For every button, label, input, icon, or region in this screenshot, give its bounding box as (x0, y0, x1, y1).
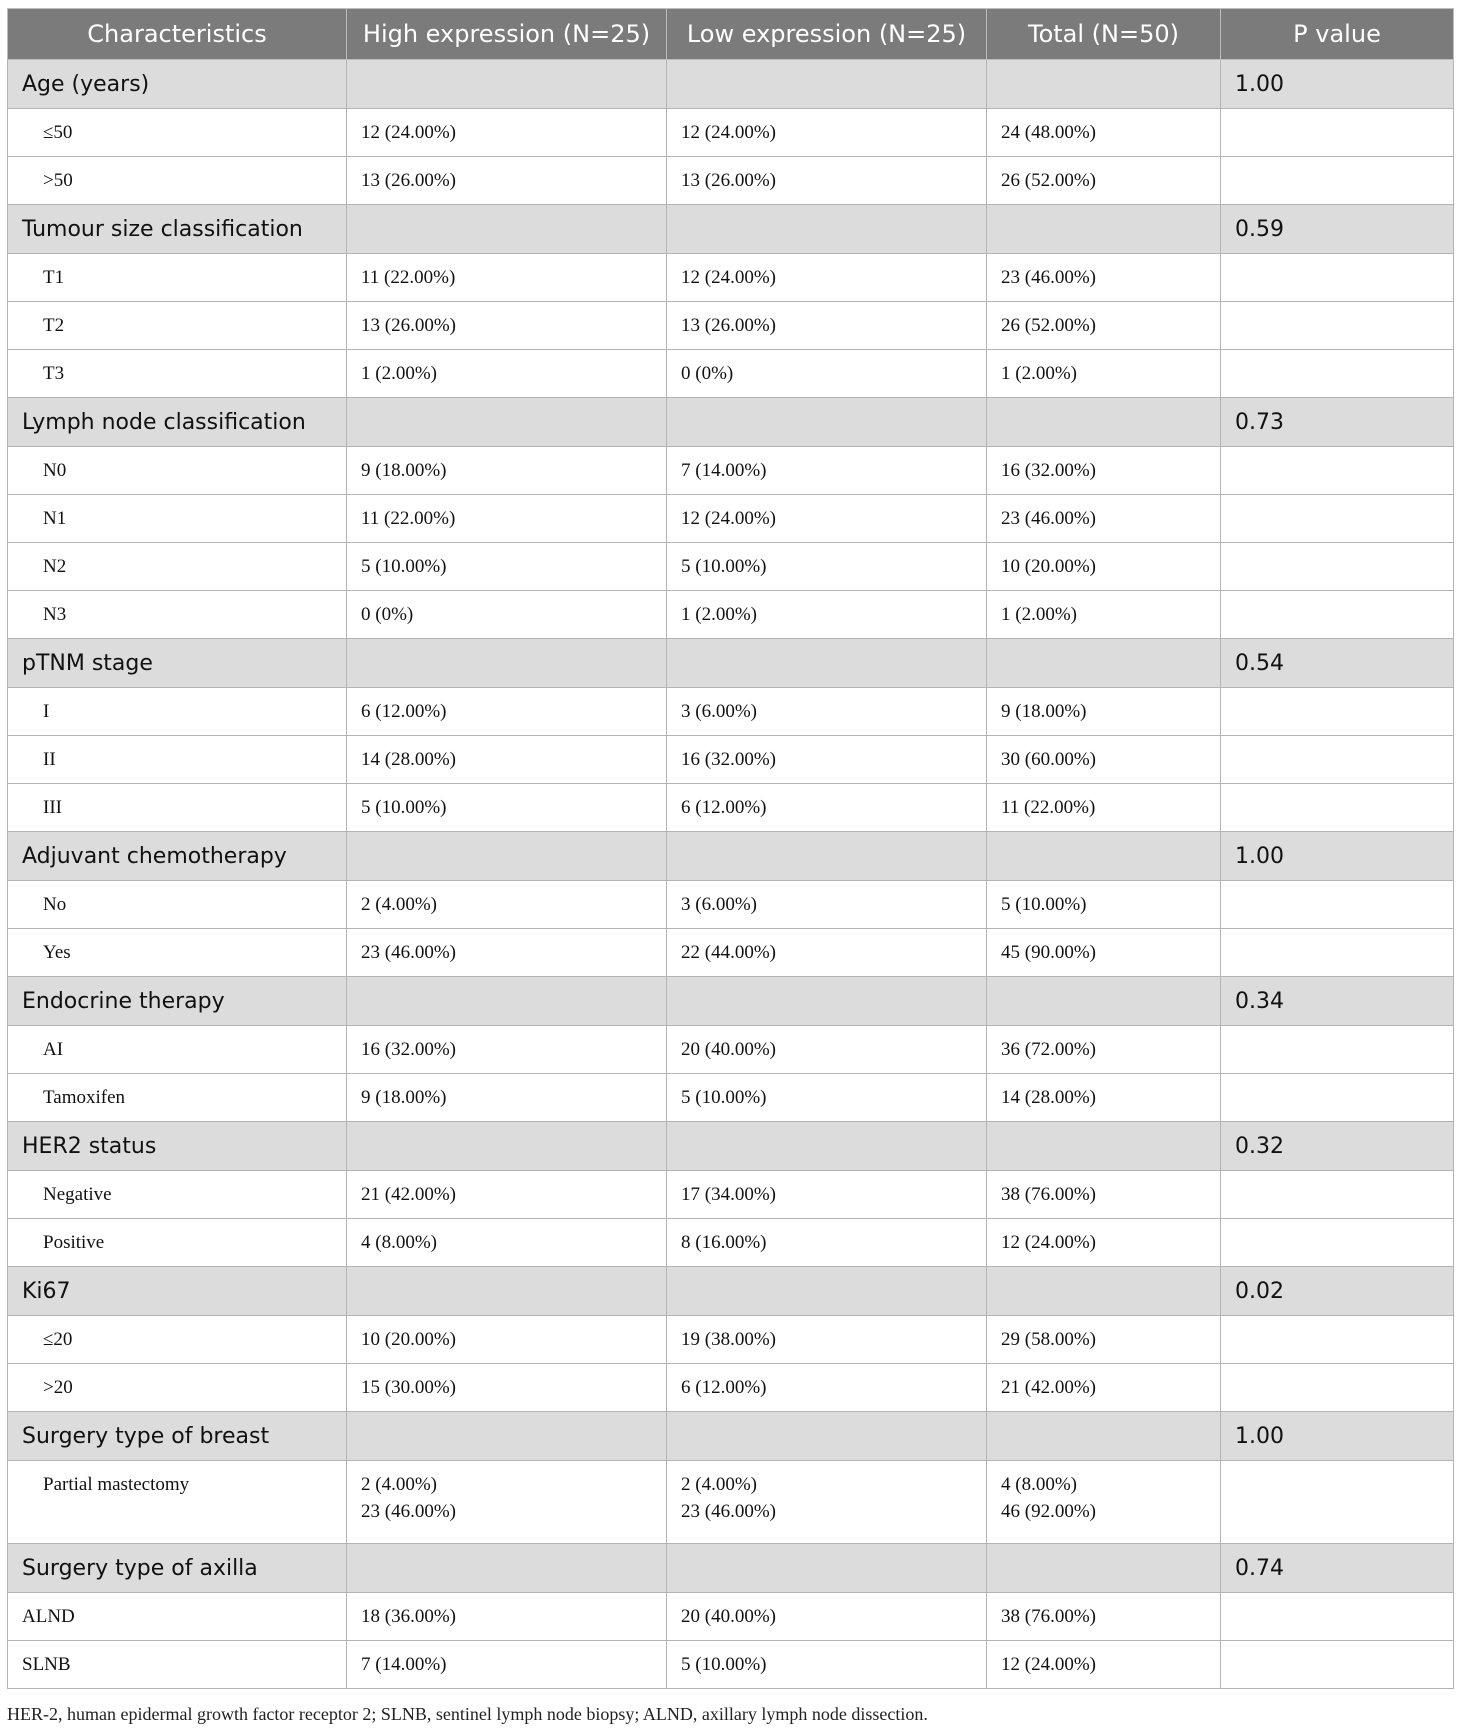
category-empty-cell (667, 60, 987, 109)
table-row (8, 1641, 1454, 1689)
total-cell: 38 (76.00%) (987, 1171, 1221, 1219)
total-cell: 12 (24.00%) (987, 1641, 1221, 1689)
low-expression-cell: 3 (6.00%) (667, 881, 987, 929)
column-header-low-expression: Low expression (N=25) (667, 9, 987, 60)
total-cell: 26 (52.00%) (987, 302, 1221, 350)
p-value-empty-cell (1221, 1461, 1454, 1544)
table-footnote: HER-2, human epidermal growth factor receptor 2; SLNB, sentinel lymph node biopsy; ALND, axillary lymph node dissection. (7, 1704, 928, 1724)
low-expression-cell: 0 (0%) (667, 350, 987, 398)
total-cell: 23 (46.00%) (987, 495, 1221, 543)
row-label: Partial mastectomy (8, 1461, 347, 1544)
table-header-row (8, 9, 1454, 60)
column-header-p-value: P value (1221, 9, 1454, 60)
p-value-empty-cell (1221, 881, 1454, 929)
table-row (8, 1171, 1454, 1219)
row-label: >50 (8, 157, 347, 205)
low-expression-cell: 7 (14.00%) (667, 447, 987, 495)
total-cell: 29 (58.00%) (987, 1316, 1221, 1364)
total-cell: 24 (48.00%) (987, 109, 1221, 157)
total-cell: 1 (2.00%) (987, 350, 1221, 398)
category-empty-cell (987, 639, 1221, 688)
high-expression-cell (347, 1461, 667, 1544)
row-label: ≤50 (8, 109, 347, 157)
total-cell: 30 (60.00%) (987, 736, 1221, 784)
p-value-empty-cell (1221, 929, 1454, 977)
table-row (8, 881, 1454, 929)
category-row (8, 1122, 1454, 1171)
row-label: SLNB (8, 1641, 347, 1689)
total-value-line-1: 4 (8.00%) (1001, 1474, 1077, 1495)
category-empty-cell (347, 639, 667, 688)
high-expression-cell: 12 (24.00%) (347, 109, 667, 157)
p-value-empty-cell (1221, 1074, 1454, 1122)
row-label: >20 (8, 1364, 347, 1412)
characteristics-table (7, 8, 1454, 1689)
category-row (8, 977, 1454, 1026)
row-label: Tamoxifen (8, 1074, 347, 1122)
high-expression-cell: 11 (22.00%) (347, 254, 667, 302)
total-cell (987, 1461, 1221, 1544)
high-expression-cell: 9 (18.00%) (347, 447, 667, 495)
row-label: II (8, 736, 347, 784)
category-label: pTNM stage (8, 639, 347, 688)
p-value: 1.00 (1221, 1412, 1454, 1461)
category-empty-cell (667, 205, 987, 254)
p-value-empty-cell (1221, 736, 1454, 784)
p-value-empty-cell (1221, 1171, 1454, 1219)
table-row (8, 109, 1454, 157)
p-value: 0.59 (1221, 205, 1454, 254)
p-value: 0.73 (1221, 398, 1454, 447)
column-header-characteristics: Characteristics (8, 9, 347, 60)
category-label: Surgery type of axilla (8, 1544, 347, 1593)
category-empty-cell (987, 832, 1221, 881)
p-value: 0.32 (1221, 1122, 1454, 1171)
category-empty-cell (347, 205, 667, 254)
low-expression-cell: 13 (26.00%) (667, 157, 987, 205)
category-row (8, 1544, 1454, 1593)
total-cell: 1 (2.00%) (987, 591, 1221, 639)
category-label: HER2 status (8, 1122, 347, 1171)
high-expression-cell: 15 (30.00%) (347, 1364, 667, 1412)
p-value: 1.00 (1221, 832, 1454, 881)
total-cell: 10 (20.00%) (987, 543, 1221, 591)
high-expression-value-line-2: 23 (46.00%) (361, 1501, 456, 1522)
p-value-empty-cell (1221, 591, 1454, 639)
table-row (8, 1461, 1454, 1544)
high-expression-cell: 4 (8.00%) (347, 1219, 667, 1267)
table-row (8, 495, 1454, 543)
table-row (8, 929, 1454, 977)
high-expression-cell: 21 (42.00%) (347, 1171, 667, 1219)
column-header-total: Total (N=50) (987, 9, 1221, 60)
p-value-empty-cell (1221, 1593, 1454, 1641)
high-expression-cell: 6 (12.00%) (347, 688, 667, 736)
category-label: Surgery type of breast (8, 1412, 347, 1461)
table-row (8, 688, 1454, 736)
p-value: 0.74 (1221, 1544, 1454, 1593)
category-empty-cell (987, 1544, 1221, 1593)
total-cell: 11 (22.00%) (987, 784, 1221, 832)
total-cell: 16 (32.00%) (987, 447, 1221, 495)
category-row (8, 639, 1454, 688)
category-empty-cell (347, 832, 667, 881)
low-expression-cell: 5 (10.00%) (667, 1074, 987, 1122)
category-empty-cell (987, 1267, 1221, 1316)
category-empty-cell (347, 1412, 667, 1461)
row-label: ALND (8, 1593, 347, 1641)
p-value-empty-cell (1221, 350, 1454, 398)
low-expression-cell: 8 (16.00%) (667, 1219, 987, 1267)
total-cell: 5 (10.00%) (987, 881, 1221, 929)
table-row (8, 784, 1454, 832)
table-row (8, 1593, 1454, 1641)
row-label: T3 (8, 350, 347, 398)
table-row (8, 447, 1454, 495)
category-row (8, 60, 1454, 109)
row-label: I (8, 688, 347, 736)
row-label: N2 (8, 543, 347, 591)
high-expression-cell: 11 (22.00%) (347, 495, 667, 543)
low-expression-cell: 1 (2.00%) (667, 591, 987, 639)
high-expression-cell: 5 (10.00%) (347, 543, 667, 591)
high-expression-cell: 10 (20.00%) (347, 1316, 667, 1364)
row-label: Positive (8, 1219, 347, 1267)
p-value: 1.00 (1221, 60, 1454, 109)
p-value-empty-cell (1221, 254, 1454, 302)
row-label: N0 (8, 447, 347, 495)
row-label: T1 (8, 254, 347, 302)
category-row (8, 832, 1454, 881)
table-row (8, 1219, 1454, 1267)
category-empty-cell (667, 1267, 987, 1316)
category-empty-cell (347, 1122, 667, 1171)
p-value-empty-cell (1221, 1316, 1454, 1364)
category-label: Tumour size classification (8, 205, 347, 254)
category-empty-cell (667, 1544, 987, 1593)
table-row (8, 1074, 1454, 1122)
row-label: N1 (8, 495, 347, 543)
low-expression-cell: 19 (38.00%) (667, 1316, 987, 1364)
row-label: III (8, 784, 347, 832)
low-expression-value-line-1: 2 (4.00%) (681, 1474, 757, 1495)
low-expression-cell: 13 (26.00%) (667, 302, 987, 350)
column-header-high-expression: High expression (N=25) (347, 9, 667, 60)
table-row (8, 1316, 1454, 1364)
total-cell: 26 (52.00%) (987, 157, 1221, 205)
total-cell: 14 (28.00%) (987, 1074, 1221, 1122)
category-empty-cell (347, 1544, 667, 1593)
high-expression-cell: 16 (32.00%) (347, 1026, 667, 1074)
low-expression-cell: 12 (24.00%) (667, 495, 987, 543)
row-label: Yes (8, 929, 347, 977)
category-empty-cell (667, 639, 987, 688)
high-expression-cell: 0 (0%) (347, 591, 667, 639)
row-label: N3 (8, 591, 347, 639)
low-expression-cell: 22 (44.00%) (667, 929, 987, 977)
low-expression-cell: 20 (40.00%) (667, 1026, 987, 1074)
category-row (8, 1267, 1454, 1316)
total-cell: 23 (46.00%) (987, 254, 1221, 302)
high-expression-cell: 13 (26.00%) (347, 157, 667, 205)
category-label: Adjuvant chemotherapy (8, 832, 347, 881)
table-row (8, 543, 1454, 591)
total-cell: 9 (18.00%) (987, 688, 1221, 736)
high-expression-cell: 7 (14.00%) (347, 1641, 667, 1689)
category-row (8, 205, 1454, 254)
high-expression-value-line-1: 2 (4.00%) (361, 1474, 437, 1495)
category-label: Lymph node classification (8, 398, 347, 447)
category-empty-cell (987, 398, 1221, 447)
table-row (8, 157, 1454, 205)
high-expression-cell: 14 (28.00%) (347, 736, 667, 784)
p-value-empty-cell (1221, 109, 1454, 157)
row-label: No (8, 881, 347, 929)
category-empty-cell (667, 977, 987, 1026)
p-value-empty-cell (1221, 302, 1454, 350)
p-value-empty-cell (1221, 157, 1454, 205)
p-value-empty-cell (1221, 1219, 1454, 1267)
category-empty-cell (987, 205, 1221, 254)
table-row (8, 736, 1454, 784)
category-empty-cell (347, 60, 667, 109)
p-value-empty-cell (1221, 543, 1454, 591)
low-expression-cell: 5 (10.00%) (667, 1641, 987, 1689)
total-cell: 12 (24.00%) (987, 1219, 1221, 1267)
high-expression-cell: 9 (18.00%) (347, 1074, 667, 1122)
category-empty-cell (667, 1122, 987, 1171)
low-expression-cell (667, 1461, 987, 1544)
p-value-empty-cell (1221, 495, 1454, 543)
total-cell: 45 (90.00%) (987, 929, 1221, 977)
table-row (8, 1026, 1454, 1074)
total-value-line-2: 46 (92.00%) (1001, 1501, 1096, 1522)
table-row (8, 254, 1454, 302)
row-label: T2 (8, 302, 347, 350)
category-empty-cell (987, 977, 1221, 1026)
category-label: Ki67 (8, 1267, 347, 1316)
p-value-empty-cell (1221, 1026, 1454, 1074)
low-expression-cell: 6 (12.00%) (667, 784, 987, 832)
p-value-empty-cell (1221, 1364, 1454, 1412)
row-label: AI (8, 1026, 347, 1074)
category-label: Age (years) (8, 60, 347, 109)
low-expression-cell: 12 (24.00%) (667, 254, 987, 302)
category-empty-cell (987, 1412, 1221, 1461)
table-body (8, 60, 1454, 1689)
low-expression-cell: 5 (10.00%) (667, 543, 987, 591)
row-label: Negative (8, 1171, 347, 1219)
total-cell: 38 (76.00%) (987, 1593, 1221, 1641)
high-expression-cell: 13 (26.00%) (347, 302, 667, 350)
category-empty-cell (667, 832, 987, 881)
category-empty-cell (347, 977, 667, 1026)
table-row (8, 1364, 1454, 1412)
category-row (8, 398, 1454, 447)
table-row (8, 591, 1454, 639)
category-empty-cell (347, 1267, 667, 1316)
p-value-empty-cell (1221, 1641, 1454, 1689)
p-value: 0.54 (1221, 639, 1454, 688)
category-empty-cell (987, 1122, 1221, 1171)
low-expression-cell: 17 (34.00%) (667, 1171, 987, 1219)
low-expression-cell: 20 (40.00%) (667, 1593, 987, 1641)
high-expression-cell: 5 (10.00%) (347, 784, 667, 832)
p-value: 0.02 (1221, 1267, 1454, 1316)
high-expression-cell: 23 (46.00%) (347, 929, 667, 977)
high-expression-cell: 18 (36.00%) (347, 1593, 667, 1641)
low-expression-cell: 16 (32.00%) (667, 736, 987, 784)
category-empty-cell (667, 398, 987, 447)
total-cell: 21 (42.00%) (987, 1364, 1221, 1412)
category-empty-cell (347, 398, 667, 447)
p-value: 0.34 (1221, 977, 1454, 1026)
low-expression-cell: 3 (6.00%) (667, 688, 987, 736)
table-row (8, 302, 1454, 350)
total-cell: 36 (72.00%) (987, 1026, 1221, 1074)
table-row (8, 350, 1454, 398)
high-expression-cell: 2 (4.00%) (347, 881, 667, 929)
category-empty-cell (987, 60, 1221, 109)
low-expression-cell: 12 (24.00%) (667, 109, 987, 157)
low-expression-value-line-2: 23 (46.00%) (681, 1501, 776, 1522)
p-value-empty-cell (1221, 447, 1454, 495)
row-label: ≤20 (8, 1316, 347, 1364)
high-expression-cell: 1 (2.00%) (347, 350, 667, 398)
p-value-empty-cell (1221, 688, 1454, 736)
category-label: Endocrine therapy (8, 977, 347, 1026)
low-expression-cell: 6 (12.00%) (667, 1364, 987, 1412)
p-value-empty-cell (1221, 784, 1454, 832)
category-row (8, 1412, 1454, 1461)
category-empty-cell (667, 1412, 987, 1461)
